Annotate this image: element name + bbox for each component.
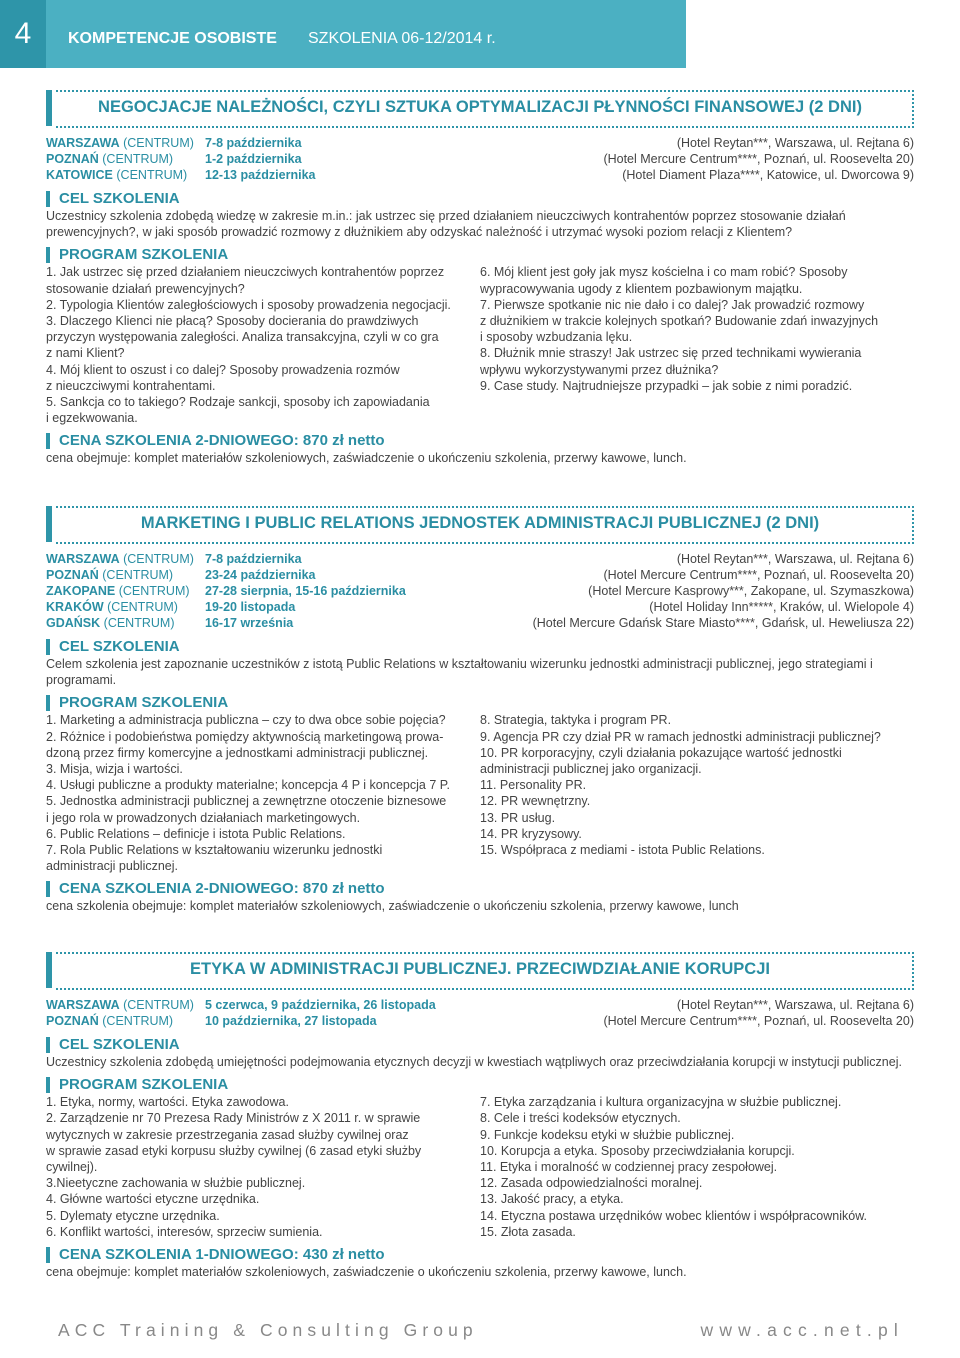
program-line: 9. Funkcje kodeksu etyki w służbie publicznej. bbox=[480, 1127, 735, 1142]
location-hotel: (Hotel Holiday Inn*****, Kraków, ul. Wielopole 4) bbox=[649, 600, 914, 614]
goal-text: Uczestnicy szkolenia zdobędą umiejętności podejmowania etycznych decyzji w kwestiach wątpliwych oraz przeciwdziałania korupcji w instytucji publicznej. bbox=[46, 1055, 902, 1069]
header-bar bbox=[0, 0, 686, 68]
program-heading: PROGRAM SZKOLENIA bbox=[46, 1076, 914, 1094]
goal-heading: CEL SZKOLENIA bbox=[46, 190, 914, 208]
program-line: 15. Współpraca z mediami - istota Public Relations. bbox=[480, 843, 765, 858]
location-hotel: (Hotel Diament Plaza****, Katowice, ul. Dworcowa 9) bbox=[622, 168, 914, 182]
program-line: 12. Zasada odpowiedzialności moralnej. bbox=[480, 1176, 703, 1191]
program-line: 7. Etyka zarządzania i kultura organizacyjna w służbie publicznej. bbox=[480, 1095, 842, 1110]
program-line: i sposoby wzbudzania lęku. bbox=[480, 330, 633, 345]
program-line: 3.Nieetyczne zachowania w służbie publicznej. bbox=[46, 1176, 306, 1191]
location-row: WARSZAWA (CENTRUM) 7-8 października (Hotel Reytan***, Warszawa, ul. Rejtana 6) bbox=[46, 136, 914, 150]
program-line: z dłużnikiem w trakcie kolejnych spotkań? Budowanie zdań inwazyjnych bbox=[480, 314, 879, 329]
program-heading: PROGRAM SZKOLENIA bbox=[46, 246, 914, 264]
program-line: 8. Strategia, taktyka i program PR. bbox=[480, 713, 672, 728]
course-title-box bbox=[46, 506, 914, 542]
location-hotel: (Hotel Reytan***, Warszawa, ul. Rejtana 6) bbox=[676, 136, 914, 150]
program-line: 11. Personality PR. bbox=[480, 778, 587, 793]
location-date: 10 października, 27 listopada bbox=[205, 1014, 377, 1028]
price-heading: CENA SZKOLENIA 1-DNIOWEGO: 430 zł netto bbox=[46, 1246, 914, 1264]
program-right bbox=[480, 264, 914, 394]
location-date: 7-8 października bbox=[205, 136, 302, 150]
program-columns bbox=[46, 1094, 914, 1242]
goal-text: Uczestnicy szkolenia zdobędą wiedzę w zakresie m.in.: jak ustrzec się przed działaniem nieuczciwych kontrahentów poprzez stosowanie działań prewencyjnych?, w jaki sposób prowadzić rozmowy z dłużnikiem aby odzyskać należność i utrzymać wysoki poziom relacji z Klientem? bbox=[46, 209, 846, 240]
program-line: 14. PR kryzysowy. bbox=[480, 826, 582, 841]
price-heading: CENA SZKOLENIA 2-DNIOWEGO: 870 zł netto bbox=[46, 880, 914, 898]
program-line: w sprawie zasad etyki korpusu służby cywilnej (6 zasad etyki służby bbox=[46, 1143, 422, 1158]
price-text: cena szkolenia obejmuje: komplet materiałów szkoleniowych, zaświadczenie o ukończeniu szkolenia, przerwy kawowe, lunch bbox=[46, 899, 739, 914]
program-line: 8. Cele i treści kodeksów etycznych. bbox=[480, 1111, 681, 1126]
location-hotel: (Hotel Mercure Centrum****, Poznań, ul. Roosevelta 20) bbox=[603, 152, 914, 166]
course-title: NEGOCJACJE NALEŻNOŚCI, CZYLI SZTUKA OPTYMALIZACJI PŁYNNOŚCI FINANSOWEJ (2 DNI) bbox=[98, 98, 862, 116]
program-line: 6. Public Relations – definicje i istota Public Relations. bbox=[46, 826, 346, 841]
location-hotel: (Hotel Reytan***, Warszawa, ul. Rejtana 6) bbox=[676, 998, 914, 1012]
course-title: ETYKA W ADMINISTRACJI PUBLICZNEJ. PRZECIWDZIAŁANIE KORUPCJI bbox=[190, 960, 770, 978]
location-hotel: (Hotel Mercure Centrum****, Poznań, ul. Roosevelta 20) bbox=[603, 568, 914, 582]
program-line: 8. Dłużnik mnie straszy! Jak ustrzec się przed technikami wywierania bbox=[480, 346, 862, 361]
header-period: SZKOLENIA 06-12/2014 r. bbox=[308, 30, 496, 47]
program-line: wytycznych w zakresie przestrzegania zasad służby cywilnej oraz bbox=[46, 1127, 409, 1142]
program-line: 3. Misja, wizja i wartości. bbox=[46, 762, 183, 777]
footer-company: ACC Training & Consulting Group bbox=[58, 1320, 478, 1340]
location-date: 16-17 września bbox=[205, 616, 294, 630]
program-columns bbox=[46, 712, 914, 876]
program-line: z nami Klient? bbox=[46, 346, 125, 361]
program-line: 11. Etyka i moralność w codziennej pracy zespołowej. bbox=[480, 1160, 778, 1175]
price-text: cena obejmuje: komplet materiałów szkoleniowych, zaświadczenie o ukończeniu szkolenia, przerwy kawowe, lunch. bbox=[46, 451, 687, 466]
program-line: 7. Pierwsze spotkanie nic nie dało i co dalej? Jak prowadzić rozmowy bbox=[480, 297, 865, 312]
location-hotel: (Hotel Reytan***, Warszawa, ul. Rejtana 6) bbox=[676, 552, 914, 566]
location-row: KATOWICE (CENTRUM) 12-13 października (Hotel Diament Plaza****, Katowice, ul. Dworcowa 9) bbox=[46, 168, 914, 182]
location-row: ZAKOPANE (CENTRUM) 27-28 sierpnia, 15-16 października (Hotel Mercure Kasprowy***, Zakopane, ul. Szymaszkowa) bbox=[46, 584, 914, 598]
location-date: 12-13 października bbox=[205, 168, 316, 182]
program-line: 4. Usługi publiczne a produkty materialne; koncepcja 4 P i koncepcja 7 P. bbox=[46, 778, 450, 793]
program-line: z nieuczciwymi kontrahentami. bbox=[46, 378, 216, 393]
price-heading: CENA SZKOLENIA 2-DNIOWEGO: 870 zł netto bbox=[46, 432, 914, 450]
program-line: 2. Różnice i podobieństwa pomiędzy aktywnością marketingową prowa- bbox=[46, 729, 444, 744]
page-number: 4 bbox=[0, 0, 46, 68]
program-line: wpływu wykorzystywanymi przez dłużnika? bbox=[480, 362, 719, 377]
program-line: 5. Dylematy etyczne urzędnika. bbox=[46, 1208, 220, 1223]
program-left bbox=[46, 712, 476, 874]
header-category: KOMPETENCJE OSOBISTE bbox=[68, 30, 277, 47]
location-row: WARSZAWA (CENTRUM) 5 czerwca, 9 października, 26 listopada (Hotel Reytan***, Warszawa, ul. Rejtana 6) bbox=[46, 998, 914, 1012]
footer-website[interactable]: www.acc.net.pl bbox=[700, 1320, 904, 1340]
program-line: stosowanie działań prewencyjnych? bbox=[46, 281, 245, 296]
program-line: 7. Rola Public Relations w kształtowaniu wizerunku jednostki bbox=[46, 843, 383, 858]
program-line: 3. Dlaczego Klienci nie płacą? Sposoby docierania do prawdziwych bbox=[46, 314, 419, 329]
program-heading: PROGRAM SZKOLENIA bbox=[46, 694, 914, 712]
goal-text: Celem szkolenia jest zapoznanie uczestników z istotą Public Relations w kształtowaniu wizerunku jednostki administracji publicznej, jego strategiami i programami. bbox=[46, 657, 873, 688]
program-line: 4. Mój klient to oszust i co dalej? Sposoby prowadzenia rozmów bbox=[46, 362, 400, 377]
program-line: i jego rola w prowadzonych działaniach marketingowych. bbox=[46, 810, 361, 825]
location-date: 7-8 października bbox=[205, 552, 302, 566]
program-line: 5. Sankcja co to takiego? Rodzaje sankcji, sposoby ich zapowiadania bbox=[46, 395, 430, 410]
location-date: 5 czerwca, 9 października, 26 listopada bbox=[205, 998, 436, 1012]
course-section-3 bbox=[46, 952, 914, 1280]
location-hotel: (Hotel Mercure Gdańsk Stare Miasto****, Gdańsk, ul. Heweliusza 22) bbox=[532, 616, 914, 630]
program-line: wypracowywania ugody z klientem pozbawionym majątku. bbox=[480, 281, 803, 296]
program-line: dzoną przez firmy komercyjne a jednostkami administracji publicznej. bbox=[46, 745, 429, 760]
location-row: KRAKÓW (CENTRUM) 19-20 listopada (Hotel Holiday Inn*****, Kraków, ul. Wielopole 4) bbox=[46, 600, 914, 614]
location-date: 23-24 października bbox=[205, 568, 316, 582]
program-line: 14. Etyczna postawa urzędników wobec klientów i współpracowników. bbox=[480, 1208, 867, 1223]
program-columns bbox=[46, 264, 914, 428]
location-row: GDAŃSK (CENTRUM) 16-17 września (Hotel Mercure Gdańsk Stare Miasto****, Gdańsk, ul. Heweliusza 22) bbox=[46, 616, 914, 630]
program-line: przyczyn występowania zaległości. Analiza transakcyjna, czyli w co gra bbox=[46, 330, 439, 345]
program-line: administracji publicznej. bbox=[46, 859, 179, 874]
goal-heading: CEL SZKOLENIA bbox=[46, 1036, 914, 1054]
program-left bbox=[46, 264, 476, 426]
goal-heading: CEL SZKOLENIA bbox=[46, 638, 914, 656]
course-title-box bbox=[46, 952, 914, 988]
program-line: cywilnej). bbox=[46, 1160, 98, 1175]
program-line: administracji publicznej jako organizacji. bbox=[480, 762, 702, 777]
program-line: 2. Typologia Klientów zaległościowych i sposoby prowadzenia negocjacji. bbox=[46, 297, 451, 312]
location-hotel: (Hotel Mercure Kasprowy***, Zakopane, ul. Szymaszkowa) bbox=[588, 584, 914, 598]
program-line: 1. Jak ustrzec się przed działaniem nieuczciwych kontrahentów poprzez bbox=[46, 265, 445, 280]
program-line: 4. Główne wartości etyczne urzędnika. bbox=[46, 1192, 260, 1207]
program-line: 12. PR wewnętrzny. bbox=[480, 794, 591, 809]
program-right bbox=[480, 712, 914, 858]
program-line: 10. PR korporacyjny, czyli działania pokazujące wartość jednostki bbox=[480, 745, 842, 760]
program-line: 13. PR usług. bbox=[480, 810, 556, 825]
course-section-2 bbox=[46, 506, 914, 915]
location-row: POZNAŃ (CENTRUM) 1-2 października (Hotel Mercure Centrum****, Poznań, ul. Roosevelta 20) bbox=[46, 152, 914, 166]
price-text: cena obejmuje: komplet materiałów szkoleniowych, zaświadczenie o ukończeniu szkolenia, przerwy kawowe, lunch. bbox=[46, 1265, 687, 1280]
program-line: 9. Case study. Najtrudniejsze przypadki – jak sobie z nimi poradzić. bbox=[480, 378, 853, 393]
program-line: i egzekwowania. bbox=[46, 411, 138, 426]
course-title: MARKETING I PUBLIC RELATIONS JEDNOSTEK ADMINISTRACJI PUBLICZNEJ (2 DNI) bbox=[140, 514, 820, 532]
program-line: 1. Marketing a administracja publiczna – czy to dwa obce sobie pojęcia? bbox=[46, 713, 446, 728]
program-line: 1. Etyka, normy, wartości. Etyka zawodowa. bbox=[46, 1095, 289, 1110]
location-row: WARSZAWA (CENTRUM) 7-8 października (Hotel Reytan***, Warszawa, ul. Rejtana 6) bbox=[46, 552, 914, 566]
location-date: 19-20 listopada bbox=[205, 600, 296, 614]
program-line: 10. Korupcja a etyka. Sposoby przeciwdziałania korupcji. bbox=[480, 1143, 795, 1158]
program-line: 13. Jakość pracy, a etyka. bbox=[480, 1192, 624, 1207]
program-line: 2. Zarządzenie nr 70 Prezesa Rady Ministrów z X 2011 r. w sprawie bbox=[46, 1111, 421, 1126]
location-hotel: (Hotel Mercure Centrum****, Poznań, ul. Roosevelta 20) bbox=[603, 1014, 914, 1028]
program-line: 5. Jednostka administracji publicznej a zewnętrzne otoczenie biznesowe bbox=[46, 794, 447, 809]
course-section-1 bbox=[46, 90, 914, 467]
location-row: POZNAŃ (CENTRUM) 10 października, 27 listopada (Hotel Mercure Centrum****, Poznań, ul. Roosevelta 20) bbox=[46, 1014, 914, 1028]
program-line: 15. Złota zasada. bbox=[480, 1224, 576, 1239]
program-right bbox=[480, 1094, 914, 1240]
location-date: 27-28 sierpnia, 15-16 października bbox=[205, 584, 406, 598]
course-title-box bbox=[46, 90, 914, 126]
program-line: 6. Konflikt wartości, interesów, sprzeciw sumienia. bbox=[46, 1224, 323, 1239]
program-line: 9. Agencja PR czy dział PR w ramach jednostki administracji publicznej? bbox=[480, 729, 881, 744]
location-date: 1-2 października bbox=[205, 152, 302, 166]
location-row: POZNAŃ (CENTRUM) 23-24 października (Hotel Mercure Centrum****, Poznań, ul. Roosevelta 20) bbox=[46, 568, 914, 582]
program-line: 6. Mój klient jest goły jak mysz kościelna i co mam robić? Sposoby bbox=[480, 265, 848, 280]
program-left bbox=[46, 1094, 476, 1240]
